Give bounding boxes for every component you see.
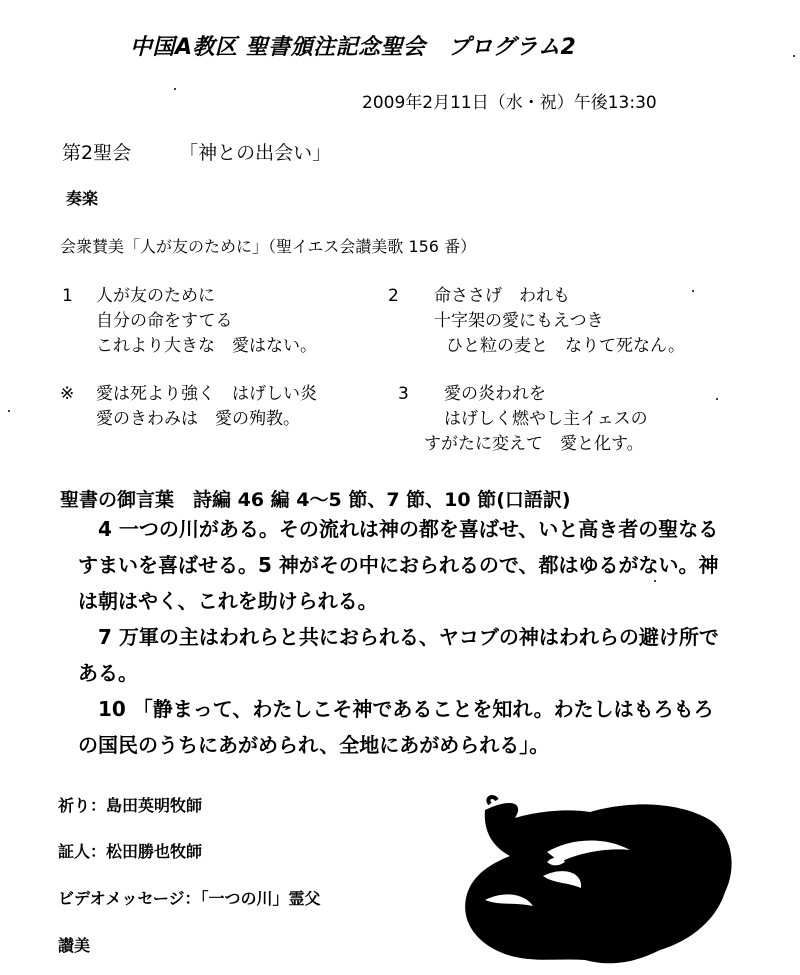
program-title: 中国A教区 聖書頒注記念聖会 プログラム2 (130, 35, 577, 60)
verse-number: 2 (388, 286, 399, 306)
decorative-illustration (455, 790, 740, 970)
session-theme: 「神との出会い」 (179, 142, 332, 164)
verse-line: 自分の命をすてる (96, 311, 233, 331)
scripture-text (78, 511, 728, 763)
verse-line: はげしく燃やし主イェスの (444, 409, 648, 429)
praise-line: 讃美 (58, 936, 91, 955)
verse-line: 愛のきわみは 愛の殉教。 (96, 409, 300, 429)
refrain-mark: ※ (60, 384, 75, 404)
hymn-title: 会衆賛美「人が友のために」（聖イエス会讃美歌 156 番） (60, 237, 477, 256)
testimony-line: 証人：松田勝也牧師 (58, 842, 203, 861)
session-number: 第2聖会 (62, 142, 132, 164)
verse-line: 愛の炎われを (444, 384, 546, 404)
verse-line: すがたに変えて 愛と化す。 (424, 434, 644, 454)
event-date: 2009年2月11日（水・祝）午後13:30 (362, 93, 657, 113)
verse-line: これより大きな 愛はない。 (96, 336, 317, 356)
prayer-line: 祈り：島田英明牧師 (58, 796, 203, 815)
scripture-paragraph: 4 一つの川がある。その流れは神の都を喜ばせ、いと高き者の聖なるすまいを喜ばせる。5 神がその中におられるので、都はゆるがない。神は朝はやく、これを助けられる。 (78, 517, 719, 613)
verse-line: 十字架の愛にもえつき (434, 311, 604, 331)
verse-number: 3 (398, 384, 409, 404)
session-heading (62, 138, 331, 165)
prelude-label: 奏楽 (66, 189, 99, 208)
video-message-line: ビデオメッセージ：「一つの川」霊父 (58, 889, 321, 908)
scripture-heading: 聖書の御言葉 詩編 46 編 4～5 節、7 節、10 節(口語訳) (60, 489, 571, 511)
verse-line: 人が友のために (96, 286, 215, 306)
verse-line: 命ささげ われも (434, 286, 570, 306)
scripture-paragraph: 7 万軍の主はわれらと共におられる、ヤコブの神はわれらの避け所である。 (78, 625, 719, 685)
verse-number: 1 (62, 286, 73, 306)
scripture-paragraph: 10 「静まって、わたしこそ神であることを知れ。わたしはもろもろの国民のうちにあがめられ、全地にあがめられる」。 (78, 697, 714, 757)
verse-line: ひと粒の麦と なりて死なん。 (446, 336, 686, 356)
verse-line: 愛は死より強く はげしい炎 (96, 384, 317, 404)
